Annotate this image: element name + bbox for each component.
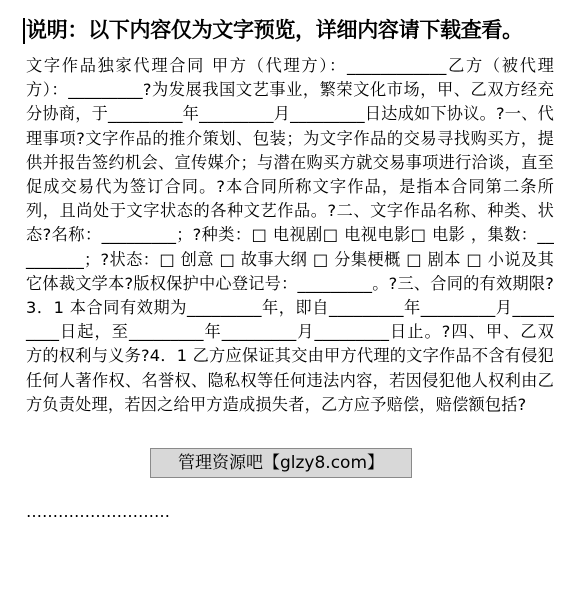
contract-body-text: 文字作品独家代理合同 甲方（代理方）：____________乙方（被代理方）：_________?为发展我国文艺事业，繁荣文化市场，甲、乙双方经充分协商，于_________年_________月_________日达成如下协议。?一、代理事项?文字作品的推介策划、包装；为文字作品的交易寻找购买方，提供并报告签约机会、宣传媒介；与潜在购买方就交易事项进行洽谈，直至促成交易代为签订合同。?本合同所称文字作品，是指本合同第二条所列，且尚处于文字状态的各种文艺作品。?二、文字作品名称、种类、状态?名称：_________；?种类：□ 电视剧□ 电视电影□ 电影 ，集数：_________；?状态：□ 创意 □ 故事大纲 □ 分集梗概 □ 剧本 □ 小说及其它体裁文学本?版权保护中心登记号：_________。?三、合同的有效期限?3．1 本合同有效期为_________年，即自_________年_________月_________日起，至_________年_________月_________日止。?四、甲、乙双方的权利与义务?4．1 乙方应保证其交由甲方代理的文字作品不含有侵犯任何人著作权、名誉权、隐私权等任何违法内容，若因侵犯他人权利由乙方负责处理，若因之给甲方造成损失者，乙方应予赔偿，赔偿额包括? [26, 56, 554, 414]
site-watermark-banner: 管理资源吧【glzy8.com】 [150, 448, 412, 478]
preview-notice: 说明：以下内容仅为文字预览，详细内容请下载查看。 [26, 18, 523, 42]
truncation-ellipsis: ……………………… [26, 502, 170, 521]
text-cursor [23, 18, 25, 44]
